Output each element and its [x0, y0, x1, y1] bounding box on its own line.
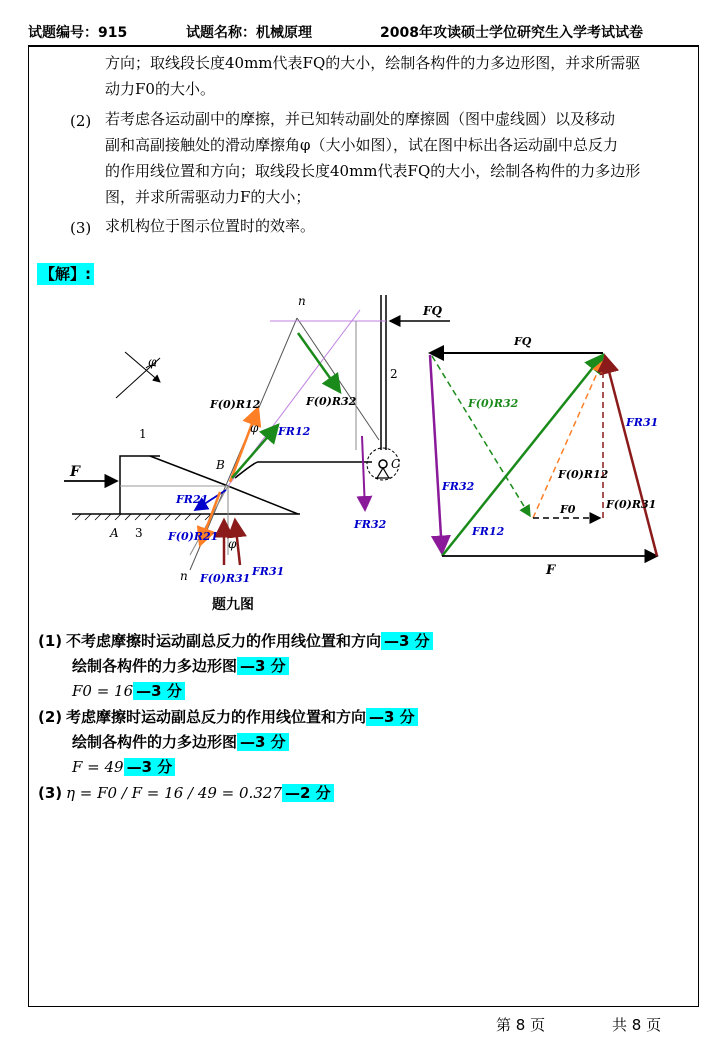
answer-2-text: 考虑摩擦时运动副总反力的作用线位置和方向	[66, 708, 367, 726]
item-2-line-3: 的作用线位置和方向；取线段长度40mm代表FQ的大小，绘制各构件的力多边形	[105, 162, 641, 180]
answer-2b-text: 绘制各构件的力多边形图	[72, 733, 238, 751]
answer-3-number: (3)	[38, 784, 63, 802]
exam-name: 试题名称：机械原理	[186, 25, 312, 41]
item-2-line-4: 图，并求所需驱动力F的大小；	[105, 188, 311, 206]
label-2: 2	[390, 367, 398, 381]
answer-3-text: η = F0 / F = 16 / 49 = 0.327	[66, 784, 282, 802]
figure-caption: 题九图	[212, 597, 254, 613]
item-3-text: 求机构位于图示位置时的效率。	[105, 217, 316, 235]
answer-3-score: —2 分	[282, 784, 334, 802]
answer-1-score: —3 分	[381, 632, 433, 650]
label-fr31: FR31	[252, 565, 285, 578]
label-3: 3	[135, 526, 143, 540]
exam-title: 2008年攻读硕士学位研究生入学考试试卷	[380, 25, 643, 41]
answer-2c	[72, 756, 175, 778]
answer-2b-score: —3 分	[237, 733, 289, 751]
page-total: 共 8 页	[612, 1016, 662, 1034]
question-line-2: 动力F0的大小。	[105, 80, 215, 98]
answer-2c-text: F = 49	[72, 758, 124, 776]
poly-label-fr31: FR31	[626, 416, 659, 429]
item-2-number: (2)	[70, 112, 92, 130]
answer-1c	[72, 680, 185, 702]
answer-1c-text: F0 = 16	[72, 682, 134, 700]
construction-lines	[120, 310, 386, 570]
poly-label-fq: FQ	[514, 335, 532, 348]
poly-label-f0: F0	[560, 503, 576, 516]
label-b: B	[216, 458, 225, 472]
answer-2b	[72, 731, 289, 753]
answer-1b	[72, 655, 289, 677]
answer-2-number: (2)	[38, 708, 63, 726]
force-polygon	[430, 353, 657, 556]
follower-link	[235, 295, 399, 480]
item-3-number: (3)	[70, 219, 92, 237]
label-1: 1	[139, 427, 147, 441]
poly-label-fr12-0: F(0)R12	[558, 468, 609, 481]
label-fq: FQ	[423, 304, 442, 318]
label-fr12: FR12	[278, 425, 311, 438]
exam-number: 试题编号：915	[28, 25, 128, 41]
label-fr21: FR21	[176, 493, 209, 506]
answer-1b-text: 绘制各构件的力多边形图	[72, 657, 238, 675]
poly-label-fr31-0: F(0)R31	[606, 498, 657, 511]
label-fr21-0: F(0)R21	[168, 530, 219, 543]
label-fr32: FR32	[354, 518, 387, 531]
slider-body	[120, 456, 298, 514]
label-n-bottom: n	[180, 569, 188, 583]
label-n-top: n	[298, 294, 306, 308]
label-a: A	[110, 526, 119, 540]
question-line-1: 方向；取线段长度40mm代表FQ的大小，绘制各构件的力多边形图，并求所需驱	[105, 54, 641, 72]
answer-2	[66, 706, 418, 728]
label-f: F	[70, 464, 80, 480]
answer-1c-score: —3 分	[133, 682, 185, 700]
page-number: 第 8 页	[496, 1016, 546, 1034]
poly-label-fr32: FR32	[442, 480, 475, 493]
answer-3	[66, 782, 334, 804]
label-phi-1: φ	[148, 355, 157, 369]
item-2-line-2: 副和高副接触处的滑动摩擦角φ（大小如图），试在图中标出各运动副中总反力	[105, 136, 619, 154]
answer-1b-score: —3 分	[237, 657, 289, 675]
label-fr12-0: F(0)R12	[210, 398, 261, 411]
label-fr32-0: F(0)R32	[306, 395, 357, 408]
answer-2c-score: —3 分	[124, 758, 176, 776]
answer-1-text: 不考虑摩擦时运动副总反力的作用线位置和方向	[66, 632, 382, 650]
solution-label: 【解】:	[37, 263, 94, 285]
ground	[72, 514, 300, 520]
poly-label-fr32-0: F(0)R32	[468, 397, 519, 410]
answer-1	[66, 630, 433, 652]
item-2-line-1: 若考虑各运动副中的摩擦，并已知转动副处的摩擦圆（图中虚线圆）以及移动	[105, 110, 616, 128]
poly-label-f: F	[546, 563, 556, 578]
label-fr31-0: F(0)R31	[200, 572, 251, 585]
label-phi-2: φ	[250, 421, 259, 435]
poly-label-fr12: FR12	[472, 525, 505, 538]
answer-1-number: (1)	[38, 632, 63, 650]
label-phi-3: φ	[228, 537, 237, 551]
answer-2-score: —3 分	[366, 708, 418, 726]
label-c: C	[391, 457, 401, 471]
